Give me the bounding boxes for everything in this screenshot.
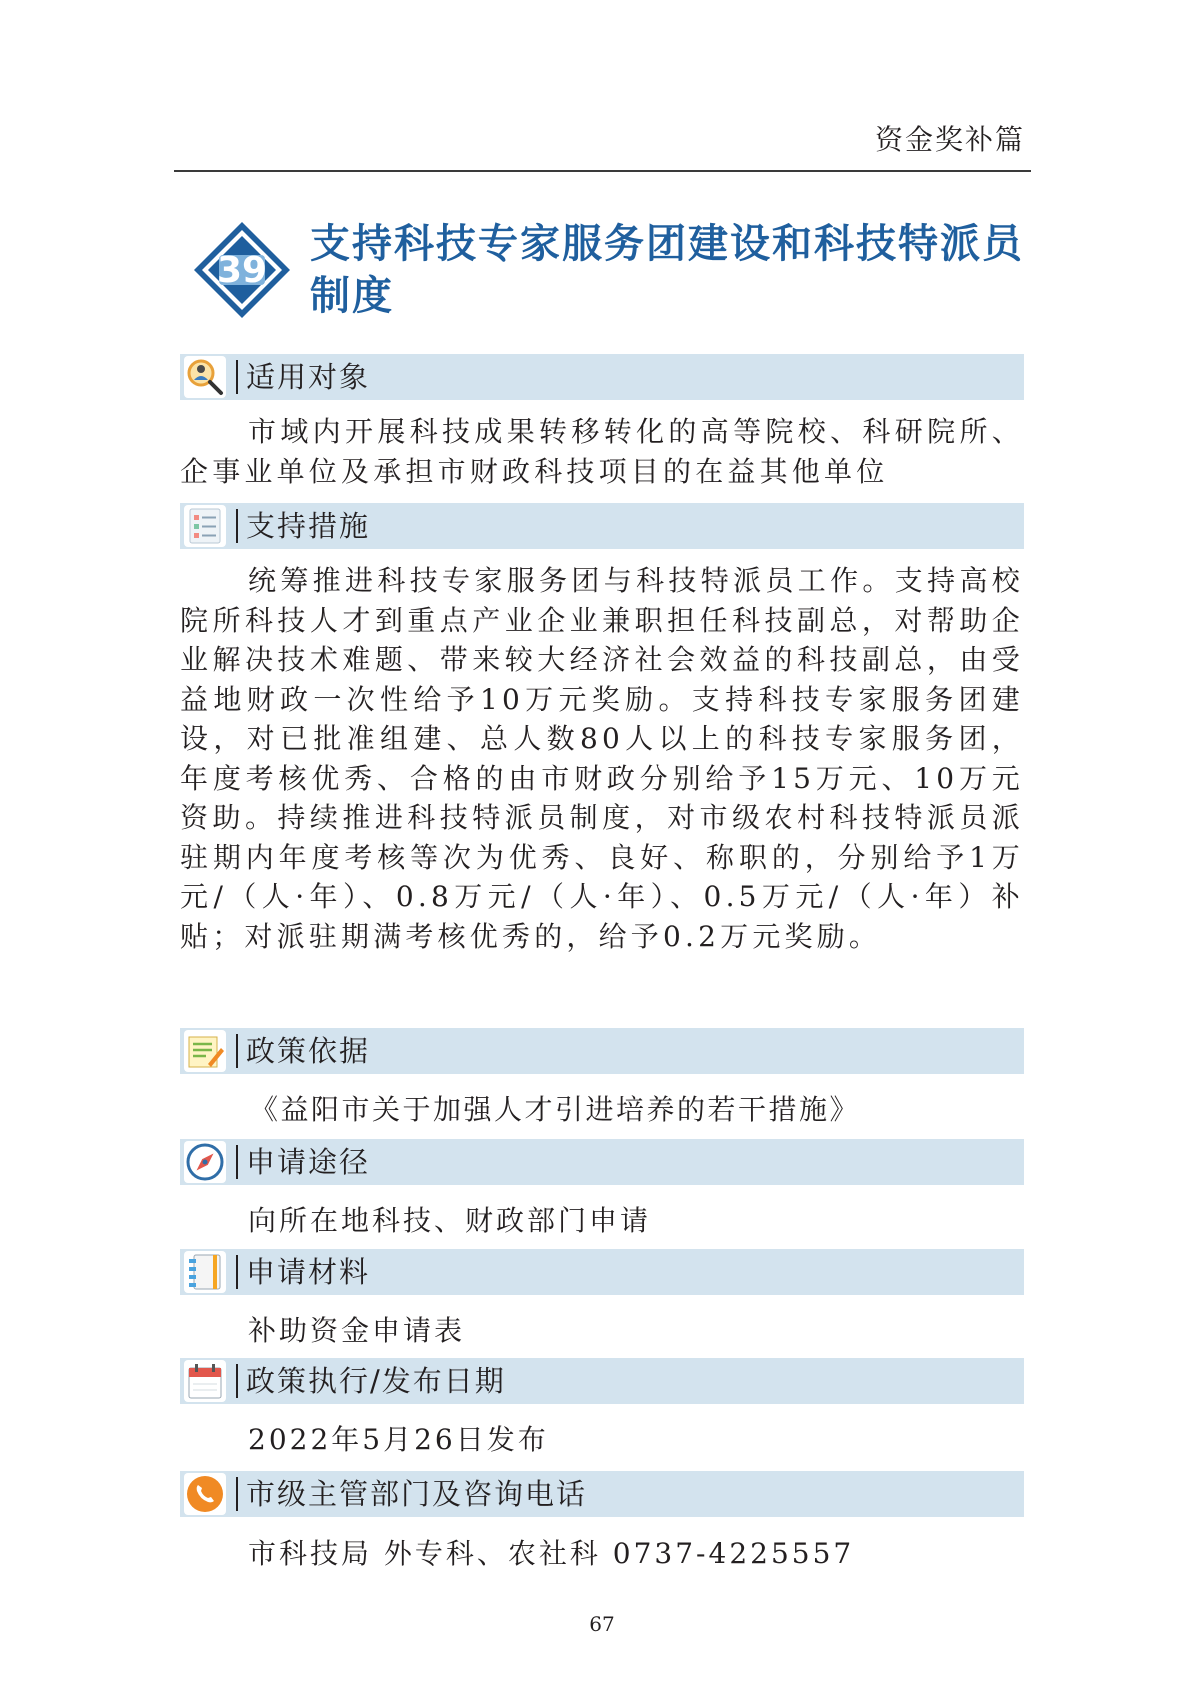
section-date-text: 2022年5月26日发布: [248, 1423, 549, 1456]
compass-icon: [184, 1141, 226, 1183]
section-materials-text: 补助资金申请表: [248, 1314, 466, 1347]
section-divider: [236, 1477, 238, 1511]
section-label: 适用对象: [246, 360, 371, 394]
section-divider: [236, 509, 238, 543]
section-label: 市级主管部门及咨询电话: [246, 1477, 588, 1511]
section-target-text: 市域内开展科技成果转移转化的高等院校、科研院所、企事业单位及承担市财政科技项目的在益其他单位: [180, 415, 1024, 488]
section-contact-text: 市科技局 外专科、农社科 0737-4225557: [248, 1537, 855, 1570]
article-title-block: [190, 218, 1040, 338]
section-date: [180, 1358, 1024, 1404]
chapter-header: 资金奖补篇: [874, 123, 1025, 156]
magnifier-person-icon: [184, 356, 226, 398]
page-number: 67: [589, 1612, 615, 1636]
header-rule: [174, 170, 1031, 172]
article-number: 39: [216, 249, 268, 291]
section-target: [180, 354, 1024, 400]
section-materials: [180, 1249, 1024, 1295]
phone-icon: [184, 1473, 226, 1515]
section-channel: [180, 1139, 1024, 1185]
notebook-icon: [184, 1251, 226, 1293]
section-channel-text: 向所在地科技、财政部门申请: [248, 1204, 652, 1237]
section-label: 政策执行/发布日期: [246, 1364, 506, 1398]
section-basis: [180, 1028, 1024, 1074]
section-label: 申请途径: [246, 1145, 371, 1179]
section-measures-text: 统筹推进科技专家服务团与科技特派员工作。支持高校院所科技人才到重点产业企业兼职担任科技副总，对帮助企业解决技术难题、带来较大经济社会效益的科技副总，由受益地财政一次性给予10万元奖励。支持科技专家服务团建设，对已批准组建、总人数80人以上的科技专家服务团，年度考核优秀、合格的由市财政分别给予15万元、10万元资助。持续推进科技特派员制度，对市级农村科技特派员派驻期内年度考核等次为优秀、良好、称职的，分别给予1万元/（人·年）、0.8万元/（人·年）、0.5万元/（人·年）补贴；对派驻期满考核优秀的，给予0.2万元奖励。: [180, 564, 1024, 953]
section-divider: [236, 1364, 238, 1398]
section-contact: [180, 1471, 1024, 1517]
section-measures: [180, 503, 1024, 549]
calendar-icon: [184, 1360, 226, 1402]
section-label: 支持措施: [246, 509, 371, 543]
section-label: 政策依据: [246, 1034, 371, 1068]
section-divider: [236, 1145, 238, 1179]
checklist-icon: [184, 505, 226, 547]
section-divider: [236, 1034, 238, 1068]
section-divider: [236, 1255, 238, 1289]
document-pencil-icon: [184, 1030, 226, 1072]
section-divider: [236, 360, 238, 394]
page-title: 支持科技专家服务团建设和科技特派员制度: [310, 221, 1024, 319]
section-label: 申请材料: [246, 1255, 371, 1289]
section-basis-text: 《益阳市关于加强人才引进培养的若干措施》: [250, 1093, 861, 1126]
